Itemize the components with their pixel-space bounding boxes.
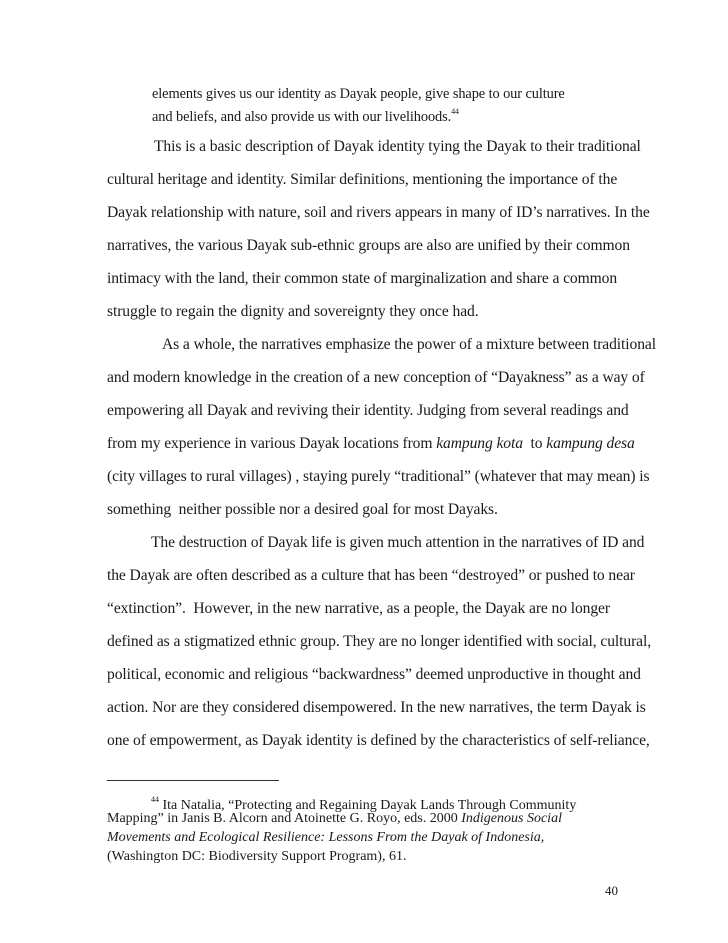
footnote-line-4: (Washington DC: Biodiversity Support Program), 61. [107,849,407,864]
p2-line-5: (city villages to rural villages) , staying purely “traditional” (whatever that may mean) is [107,468,650,485]
page-number: 40 [605,883,618,898]
italic-kampung-kota: kampung kota [436,435,523,452]
p1-line-5: intimacy with the land, their common state of marginalization and share a common [107,270,618,287]
blockquote-text: and beliefs, and also provide us with our livelihoods. [152,109,452,125]
p1-line-2: cultural heritage and identity. Similar definitions, mentioning the importance of the [107,171,618,188]
blockquote-line-2 [152,102,602,127]
p3-line-1: The destruction of Dayak life is given much attention in the narratives of ID and [151,534,645,551]
footnote-number: 44 [151,795,159,804]
p3-line-2: the Dayak are often described as a culture that has been “destroyed” or pushed to near [107,567,635,584]
footnote-separator [107,780,279,781]
p3-line-6: action. Nor are they considered disempowered. In the new narratives, the term Dayak is [107,699,646,716]
footnote-line-2 [107,809,562,828]
p2-line-4-text: from my experience in various Dayak locations from [107,435,437,452]
p2-line-4-mid: to [522,435,547,452]
footnote-ref: 44 [451,107,459,116]
p1-line-3: Dayak relationship with nature, soil and rivers appears in many of ID’s narratives. In the [107,204,650,221]
p1-line-4: narratives, the various Dayak sub-ethnic groups are also are unified by their common [107,237,630,254]
p3-line-4: defined as a stigmatized ethnic group. They are no longer identified with social, cultural, [107,633,652,650]
p3-line-3: “extinction”. However, in the new narrative, as a people, the Dayak are no longer [107,600,610,617]
p2-line-2: and modern knowledge in the creation of a new conception of “Dayakness” as a way of [107,369,645,386]
p1-line-1: This is a basic description of Dayak identity tying the Dayak to their traditional [154,138,641,155]
blockquote-line-1: elements gives us our identity as Dayak people, give shape to our culture [152,86,565,102]
italic-kampung-desa: kampung desa [546,435,635,452]
p3-line-7: one of empowerment, as Dayak identity is defined by the characteristics of self-reliance, [107,732,650,749]
p2-line-6: something neither possible nor a desired goal for most Dayaks. [107,501,498,518]
footnote-italic-title-2: Movements and Ecological Resilience: Lessons From the Dayak of Indonesia, [107,830,545,845]
p2-line-1: As a whole, the narratives emphasize the power of a mixture between traditional [162,336,656,353]
p1-line-6: struggle to regain the dignity and sovereignty they once had. [107,303,479,320]
footnote-italic-title-1: Indigenous Social [461,811,562,826]
footnote-text-1: Ita Natalia, “Protecting and Regaining Dayak Lands Through Community [159,798,577,813]
p2-line-4 [107,434,635,454]
footnote-text-2: Mapping” in Janis B. Alcorn and Atoinette G. Royo, eds. 2000 [107,811,462,826]
p3-line-5: political, economic and religious “backwardness” deemed unproductive in thought and [107,666,641,683]
p2-line-3: empowering all Dayak and reviving their identity. Judging from several readings and [107,402,629,419]
footnote-line-3 [107,828,544,847]
